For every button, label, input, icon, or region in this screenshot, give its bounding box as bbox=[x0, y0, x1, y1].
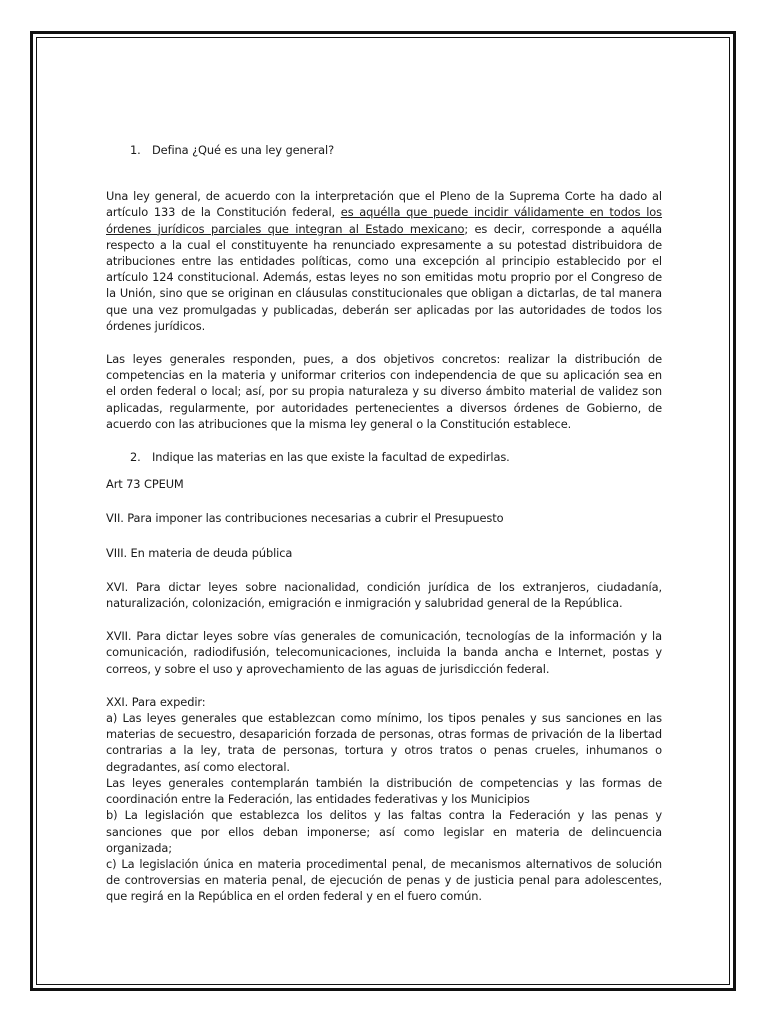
underlined-definition: es aquélla que puede incidir válidamente en todos los órdenes jurídicos parciales que integran al Estado mexicano bbox=[106, 205, 663, 236]
question-1 bbox=[106, 142, 662, 158]
fraction-vii: VII. Para imponer las contribuciones necesarias a cubrir el Presupuesto bbox=[106, 511, 504, 526]
paragraph-definition-end: ; es decir, corresponde a aquélla respecto a la cual el constituyente ha renunciado expresamente a su potestad distribuidora de atribuciones entre las entidades políticas, como una excepción al principio establecido por el artículo 124 constitucional. Además, estas leyes no son emitidas motu proprio por el Congreso de la Unión, sino que se originan en cláusulas constitucionales que obligan a dictarlas, de tal manera que una vez promulgadas y publicadas, deberán ser aplicadas por las autoridades de todos los órdenes jurídicos. bbox=[106, 221, 662, 333]
fraction-xvii: XVII. Para dictar leyes sobre vías generales de comunicación, tecnologías de la información y la comunicación, radiodifusión, telecomunicaciones, incluida la banda ancha e Internet, postas y correos, y sobre el uso y aprovechamiento de las aguas de jurisdicción federal. bbox=[106, 629, 662, 676]
question-2-text: Indique las materias en las que existe la facultad de expedirlas. bbox=[152, 450, 510, 465]
fraction-xxi-title: XXI. Para expedir: bbox=[106, 694, 206, 709]
question-1-number: 1. bbox=[130, 143, 141, 157]
question-2 bbox=[106, 449, 662, 465]
fraction-viii: VIII. En materia de deuda pública bbox=[106, 545, 293, 560]
fraction-xxi-a: a) Las leyes generales que establezcan como mínimo, los tipos penales y sus sanciones en las materias de secuestro, desaparición forzada de personas, otras formas de privación de la libertad contrarias a la ley, trata de personas, tortura y otros tratos o penas crueles, inhumanos o degradantes, así como electoral. bbox=[106, 711, 662, 774]
paragraph-objectives: Las leyes generales responden, pues, a dos objetivos concretos: realizar la distribución de competencias en la materia y uniformar criterios con independencia de que su aplicación sea en el orden federal o local; así, por su propia naturaleza y su diverso ámbito material de validez son aplicadas, regularmente, por autoridades pertenecientes a diversos órdenes de Gobierno, de acuerdo con las atribuciones que la misma ley general o la Constitución establece. bbox=[106, 352, 662, 431]
document-body bbox=[106, 140, 662, 905]
question-1-text: Defina ¿Qué es una ley general? bbox=[152, 143, 335, 157]
fraction-xvi: XVI. Para dictar leyes sobre nacionalidad, condición jurídica de los extranjeros, ciudadanía, naturalización, colonización, emigración e inmigración y salubridad general de la República. bbox=[106, 579, 662, 611]
fraction-xxi-c: c) La legislación única en materia procedimental penal, de mecanismos alternativos de solución de controversias en materia penal, de ejecución de penas y de justicia penal para adolescentes, que regirá en la República en el orden federal y en el fuero común. bbox=[106, 856, 662, 904]
paragraph-definition-start: Una ley general, de acuerdo con la interpretación que el Pleno de la Suprema Corte ha dado al artículo 133 de la Constitución federal, bbox=[106, 189, 662, 220]
fraction-xxi-b: b) La legislación que establezca los delitos y las faltas contra la Federación y las penas y sanciones que por ellos deban imponerse; así como legislar en materia de delincuencia organizada; bbox=[106, 808, 662, 855]
fraction-xxi-note: Las leyes generales contemplarán también la distribución de competencias y las formas de coordinación entre la Federación, las entidades federativas y los Municipios bbox=[106, 775, 662, 807]
article-reference: Art 73 CPEUM bbox=[106, 477, 184, 492]
paragraph-definition bbox=[106, 188, 662, 334]
question-2-number: 2. bbox=[130, 450, 141, 465]
